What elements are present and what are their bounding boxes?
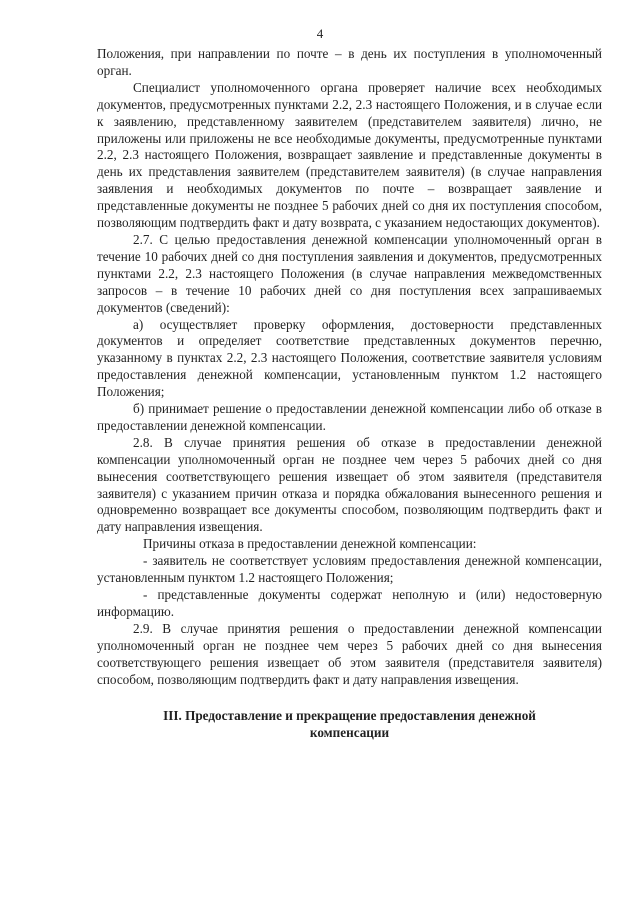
list-item-refusal-1: - заявитель не соответствует условиям предоставления денежной компенсации, установленным пунктом 1.2 настоящего Положения; <box>97 553 602 586</box>
section-heading: III. Предоставление и прекращение предоставления денежной компенсации <box>163 708 536 741</box>
paragraph-refusal-reasons: Причины отказа в предоставлении денежной компенсации: <box>143 536 477 552</box>
page-number: 4 <box>316 26 324 41</box>
paragraph-2-9: 2.9. В случае принятия решения о предоставлении денежной компенсации уполномоченный орган не позднее чем через 5 рабочих дней со дня вынесения соответствующего решения извещает об этом заявителя (представителя заявителя) способом, позволяющим подтвердить факт и дату направления извещения. <box>97 620 602 687</box>
paragraph-2-7: 2.7. С целью предоставления денежной компенсации уполномоченный орган в течение 10 рабочих дней со дня поступления заявления и документов, предусмотренных пунктами 2.2, 2.3 настоящего Положения (в случае направления межведомственных запросов – в течение 10 рабочих дней со дня поступления всех запрашиваемых документов (сведений): <box>97 231 602 315</box>
document-body <box>97 46 602 742</box>
paragraph-document-check: Специалист уполномоченного органа проверяет наличие всех необходимых документов, предусмотренных пунктами 2.2, 2.3 настоящего Положения, и в случае если к заявлению, представленному заявителем (представителем заявителя) лично, не приложены или приложены не все необходимые документы, предусмотренные пунктами 2.2, 2.3 настоящего Положения, возвращает заявление и представленные документы в день их представления заявителем (представителем заявителя) (в случае направления заявления и необходимых документов по почте – возвращает заявление и представленные документы не позднее 5 рабочих дней со дня их поступления способом, позволяющим подтвердить факт и дату возврата, с указанием недостающих документов). <box>97 79 602 231</box>
paragraph-continuation: Положения, при направлении по почте – в день их поступления в уполномоченный орган. <box>97 46 602 78</box>
paragraph-2-7-a: а) осуществляет проверку оформления, достоверности представленных документов и определяет соответствие представленных документов перечню, указанному в пунктах 2.2, 2.3 настоящего Положения, соответствие заявителя условиям предоставления денежной компенсации, установленным пунктом 1.2 настоящего Положения; <box>97 316 602 400</box>
list-item-refusal-2: - представленные документы содержат неполную и (или) недостоверную информацию. <box>97 587 602 619</box>
paragraph-2-8: 2.8. В случае принятия решения об отказе в предоставлении денежной компенсации уполномоченный орган не позднее чем через 5 рабочих дней со дня вынесения соответствующего решения извещает об этом заявителя (представителя заявителя) с указанием причин отказа и порядка обжалования вынесенного решения и одновременно возвращает все документы способом, позволяющим подтвердить факт и дату направления извещения. <box>97 434 602 535</box>
paragraph-2-7-b: б) принимает решение о предоставлении денежной компенсации либо об отказе в предоставлении денежной компенсации. <box>97 401 602 433</box>
